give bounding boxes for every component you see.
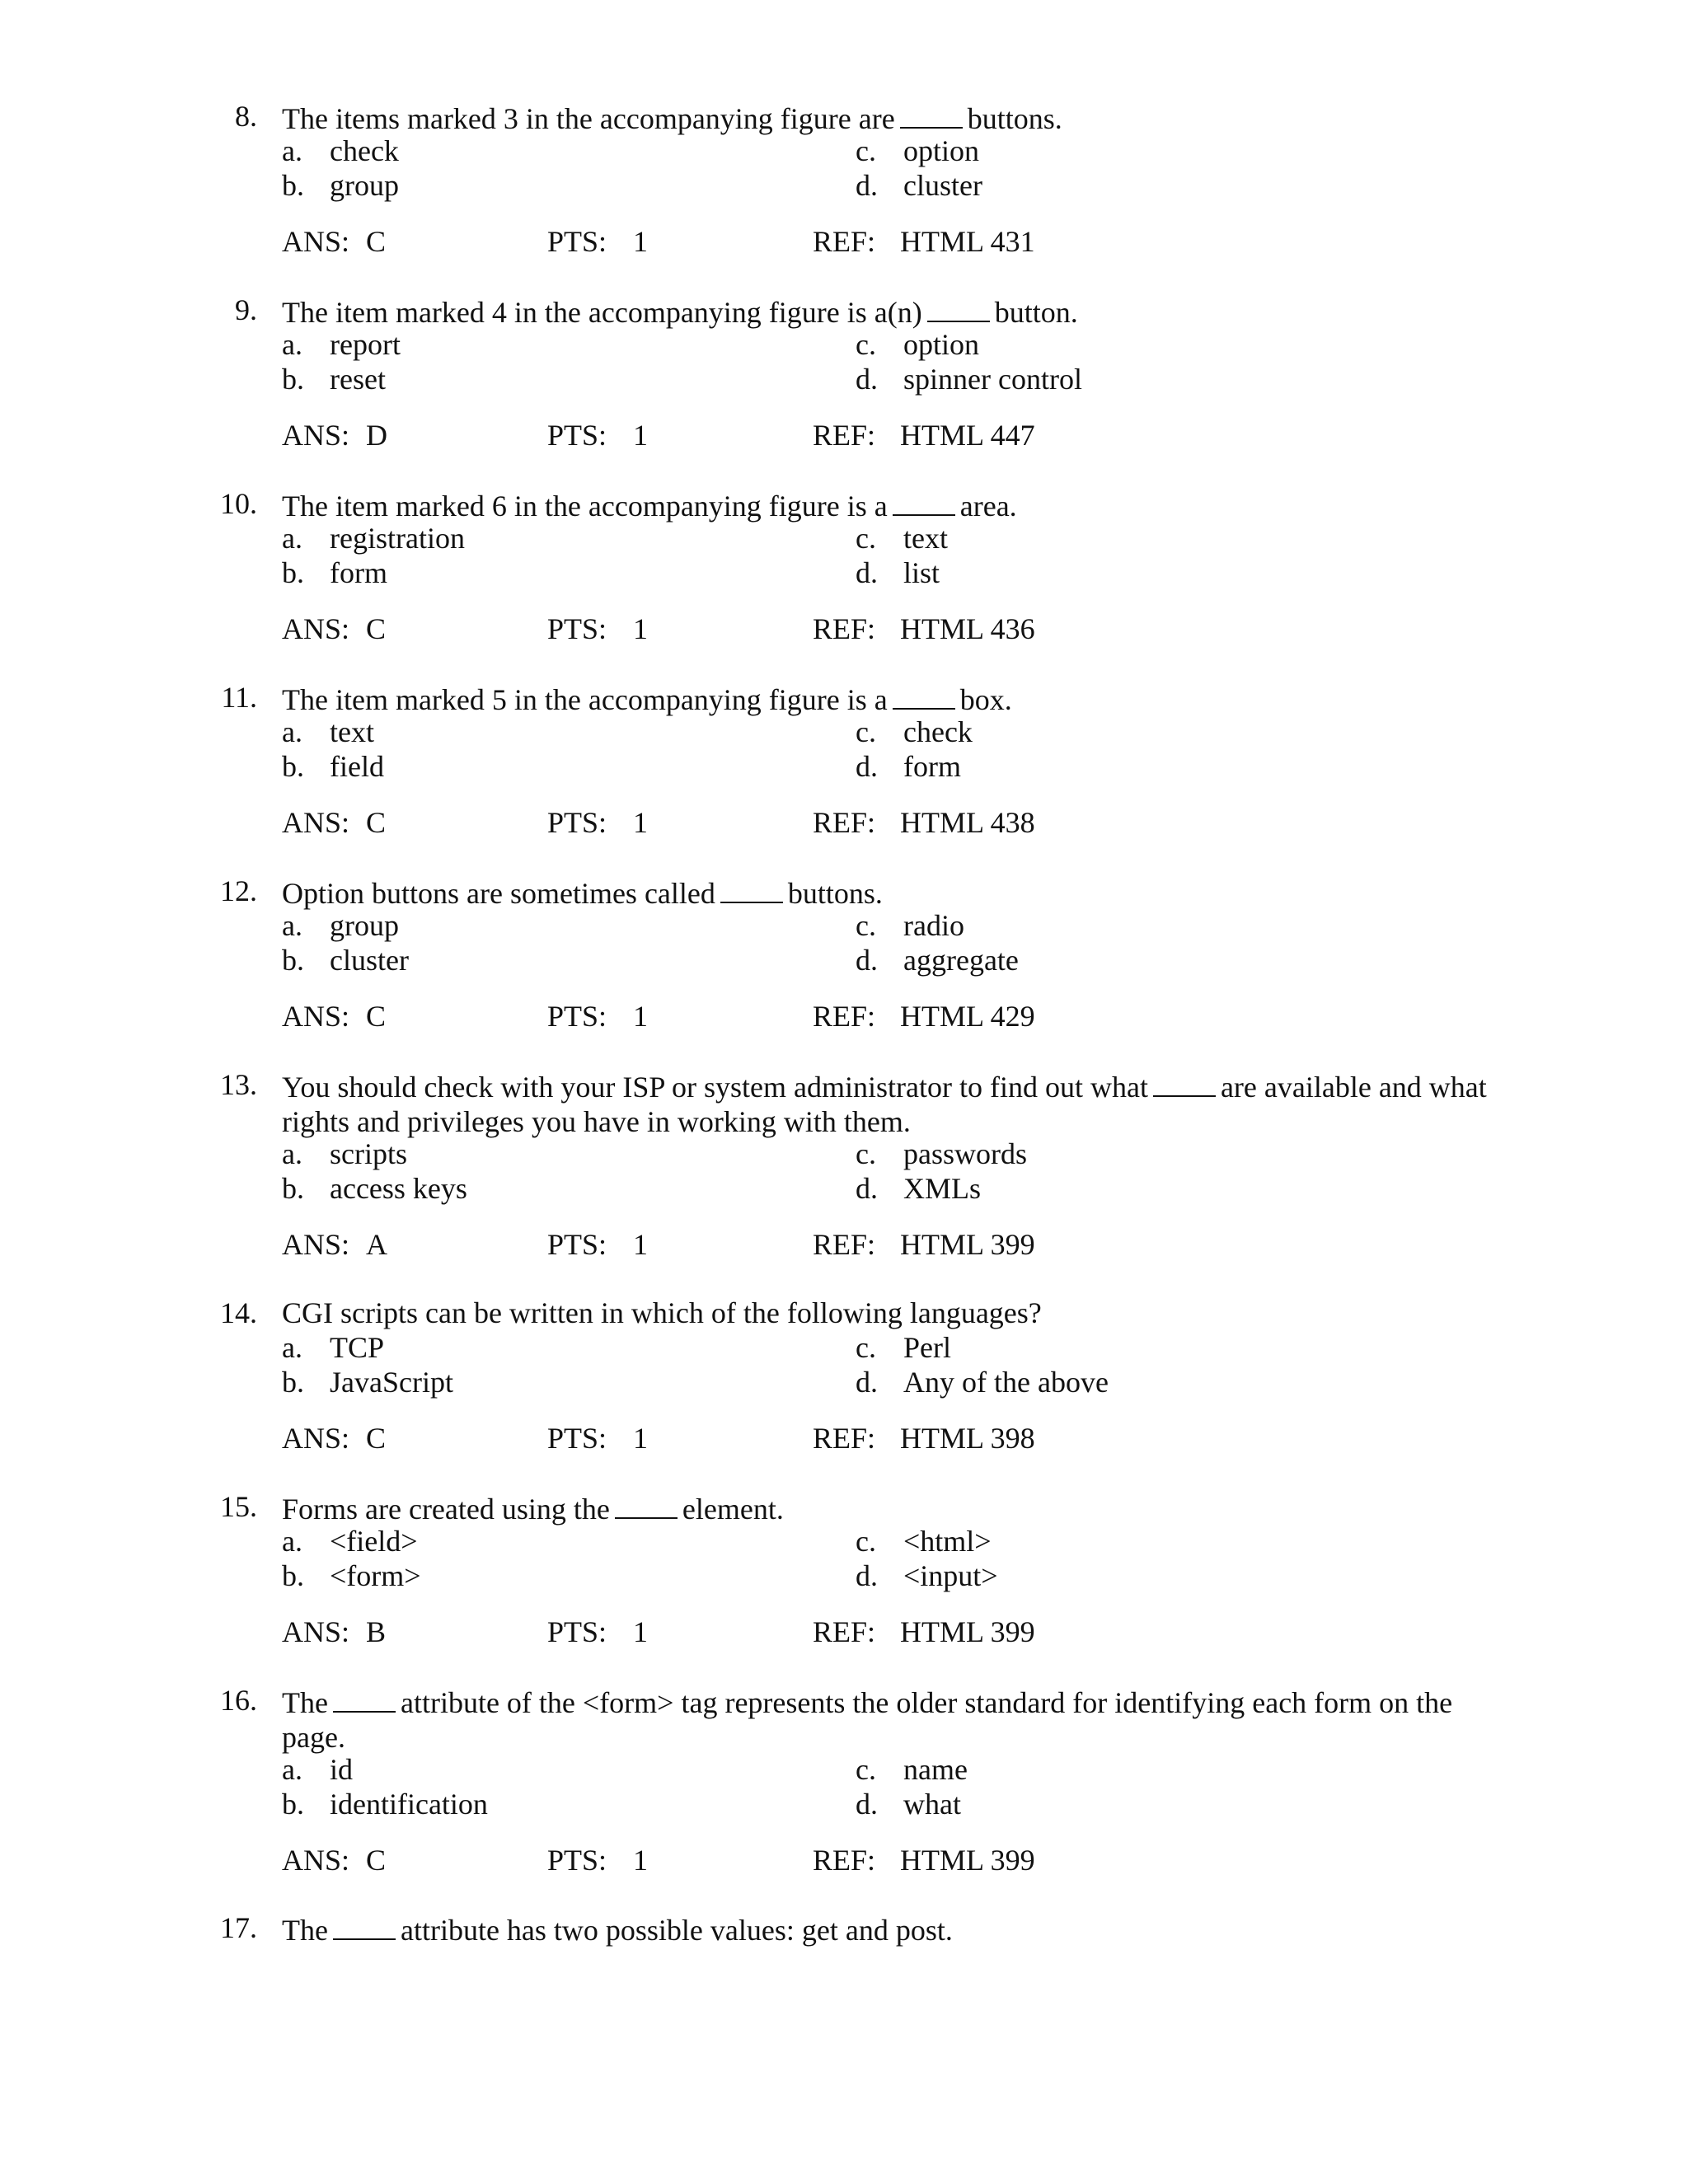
ans-label: ANS: bbox=[282, 1615, 350, 1648]
pts-value: 1 bbox=[633, 419, 648, 452]
pts-label: PTS: bbox=[547, 806, 607, 839]
pts-value: 1 bbox=[633, 1615, 648, 1648]
option-text: report bbox=[330, 328, 401, 361]
option-text: reset bbox=[330, 363, 386, 396]
option-letter: c. bbox=[856, 715, 876, 748]
option-letter: d. bbox=[856, 363, 878, 396]
pts-value: 1 bbox=[633, 612, 648, 645]
question-stem bbox=[282, 1067, 1518, 1139]
question-stem bbox=[282, 874, 1518, 911]
option-letter: b. bbox=[282, 750, 304, 783]
ref-value: HTML 398 bbox=[900, 1422, 1035, 1455]
ref-label: REF: bbox=[813, 806, 876, 839]
question-9 bbox=[0, 293, 1688, 457]
ref-value: HTML 399 bbox=[900, 1844, 1035, 1877]
stem-text-before: The item marked 5 in the accompanying figure is a bbox=[282, 683, 888, 716]
option-letter: b. bbox=[282, 169, 304, 202]
option-letter: a. bbox=[282, 1753, 302, 1786]
ans-label: ANS: bbox=[282, 1844, 350, 1877]
option-text: list bbox=[903, 556, 940, 589]
stem-text-after: buttons. bbox=[787, 877, 883, 910]
ans-label: ANS: bbox=[282, 1228, 350, 1261]
option-text: form bbox=[330, 556, 387, 589]
option-text: Perl bbox=[903, 1331, 951, 1364]
option-text: Any of the above bbox=[903, 1366, 1109, 1399]
ref-label: REF: bbox=[813, 1844, 876, 1877]
stem-text-before: You should check with your ISP or system administrator to find out what bbox=[282, 1071, 1148, 1104]
ans-label: ANS: bbox=[282, 225, 350, 258]
pts-label: PTS: bbox=[547, 419, 607, 452]
option-text: scripts bbox=[330, 1137, 407, 1170]
option-letter: c. bbox=[856, 909, 876, 942]
ref-label: REF: bbox=[813, 1000, 876, 1033]
stem-text-after: attribute has two possible values: get and post. bbox=[400, 1914, 953, 1947]
option-letter: c. bbox=[856, 1525, 876, 1558]
answer-blank bbox=[893, 680, 955, 710]
option-text: radio bbox=[903, 909, 964, 942]
option-text: registration bbox=[330, 522, 465, 555]
option-letter: c. bbox=[856, 522, 876, 555]
stem-text-after: are available and what rights and privileges you have in working with them. bbox=[282, 1071, 1487, 1138]
pts-label: PTS: bbox=[547, 1615, 607, 1648]
question-11 bbox=[0, 680, 1688, 845]
ans-value: C bbox=[366, 1844, 387, 1877]
option-letter: d. bbox=[856, 1172, 878, 1205]
ans-label: ANS: bbox=[282, 1000, 350, 1033]
answer-blank bbox=[333, 1683, 396, 1713]
stem-text-after: area. bbox=[959, 490, 1017, 523]
question-number: 9. bbox=[235, 293, 257, 326]
ans-value: B bbox=[366, 1615, 387, 1648]
ans-value: C bbox=[366, 225, 387, 258]
option-text: <input> bbox=[903, 1559, 998, 1592]
ref-label: REF: bbox=[813, 225, 876, 258]
answer-blank bbox=[333, 1910, 396, 1940]
option-letter: b. bbox=[282, 363, 304, 396]
stem-text-before: The item marked 6 in the accompanying figure is a bbox=[282, 490, 888, 523]
pts-value: 1 bbox=[633, 806, 648, 839]
ref-value: HTML 431 bbox=[900, 225, 1035, 258]
question-stem bbox=[282, 1683, 1518, 1755]
pts-label: PTS: bbox=[547, 1228, 607, 1261]
answer-blank bbox=[900, 99, 963, 129]
stem-text-after: buttons. bbox=[967, 102, 1062, 135]
question-number: 14. bbox=[220, 1296, 257, 1329]
question-number: 17. bbox=[220, 1911, 257, 1944]
option-letter: d. bbox=[856, 1788, 878, 1821]
stem-text-before: The bbox=[282, 1686, 328, 1719]
option-text: TCP bbox=[330, 1331, 385, 1364]
option-letter: a. bbox=[282, 134, 302, 167]
option-letter: c. bbox=[856, 1331, 876, 1364]
question-13 bbox=[0, 1067, 1688, 1265]
option-letter: c. bbox=[856, 328, 876, 361]
option-text: access keys bbox=[330, 1172, 467, 1205]
option-letter: a. bbox=[282, 328, 302, 361]
pts-label: PTS: bbox=[547, 1422, 607, 1455]
ref-label: REF: bbox=[813, 1228, 876, 1261]
question-number: 10. bbox=[220, 487, 257, 520]
question-stem bbox=[282, 1910, 1518, 1947]
option-letter: d. bbox=[856, 556, 878, 589]
option-letter: c. bbox=[856, 134, 876, 167]
ans-label: ANS: bbox=[282, 419, 350, 452]
ans-label: ANS: bbox=[282, 806, 350, 839]
answer-blank bbox=[1153, 1067, 1216, 1097]
question-number: 13. bbox=[220, 1068, 257, 1101]
stem-text-after: attribute of the <form> tag represents the older standard for identifying each form on the page. bbox=[282, 1686, 1453, 1754]
question-stem bbox=[282, 1489, 1518, 1526]
question-number: 16. bbox=[220, 1684, 257, 1717]
ref-value: HTML 429 bbox=[900, 1000, 1035, 1033]
ref-label: REF: bbox=[813, 1615, 876, 1648]
question-17 bbox=[0, 1910, 1688, 1960]
question-10 bbox=[0, 486, 1688, 651]
answer-blank bbox=[927, 293, 990, 322]
option-text: JavaScript bbox=[330, 1366, 453, 1399]
ans-value: C bbox=[366, 612, 387, 645]
option-letter: a. bbox=[282, 909, 302, 942]
option-text: field bbox=[330, 750, 384, 783]
pts-label: PTS: bbox=[547, 612, 607, 645]
option-text: aggregate bbox=[903, 944, 1019, 977]
option-letter: b. bbox=[282, 556, 304, 589]
stem-text-before: The items marked 3 in the accompanying figure are bbox=[282, 102, 895, 135]
pts-label: PTS: bbox=[547, 1844, 607, 1877]
question-stem bbox=[282, 99, 1518, 136]
option-text: option bbox=[903, 328, 980, 361]
stem-text-after: button. bbox=[994, 296, 1078, 329]
ref-value: HTML 436 bbox=[900, 612, 1035, 645]
ans-label: ANS: bbox=[282, 1422, 350, 1455]
pts-value: 1 bbox=[633, 225, 648, 258]
pts-value: 1 bbox=[633, 1844, 648, 1877]
question-number: 12. bbox=[220, 874, 257, 907]
option-text: check bbox=[903, 715, 973, 748]
question-number: 15. bbox=[220, 1490, 257, 1523]
option-letter: c. bbox=[856, 1137, 876, 1170]
option-text: identification bbox=[330, 1788, 488, 1821]
option-letter: b. bbox=[282, 1559, 304, 1592]
option-text: cluster bbox=[903, 169, 982, 202]
ref-value: HTML 399 bbox=[900, 1228, 1035, 1261]
question-12 bbox=[0, 874, 1688, 1038]
option-text: <field> bbox=[330, 1525, 418, 1558]
answer-blank bbox=[720, 874, 783, 903]
option-text: cluster bbox=[330, 944, 409, 977]
ans-value: C bbox=[366, 806, 387, 839]
option-text: id bbox=[330, 1753, 354, 1786]
ref-label: REF: bbox=[813, 612, 876, 645]
ans-value: A bbox=[366, 1228, 387, 1261]
question-stem bbox=[282, 486, 1518, 523]
question-14 bbox=[0, 1296, 1688, 1460]
stem-text-after: box. bbox=[959, 683, 1012, 716]
stem-text-before: Option buttons are sometimes called bbox=[282, 877, 715, 910]
option-letter: d. bbox=[856, 750, 878, 783]
option-text: text bbox=[330, 715, 374, 748]
ans-value: D bbox=[366, 419, 387, 452]
question-number: 11. bbox=[221, 681, 257, 714]
option-text: what bbox=[903, 1788, 961, 1821]
ref-value: HTML 447 bbox=[900, 419, 1035, 452]
option-letter: b. bbox=[282, 1366, 304, 1399]
option-text: passwords bbox=[903, 1137, 1027, 1170]
option-text: group bbox=[330, 909, 399, 942]
option-letter: a. bbox=[282, 715, 302, 748]
question-number: 8. bbox=[235, 100, 257, 133]
option-letter: a. bbox=[282, 1525, 302, 1558]
stem-text-before: The item marked 4 in the accompanying figure is a(n) bbox=[282, 296, 922, 329]
option-text: <form> bbox=[330, 1559, 421, 1592]
pts-value: 1 bbox=[633, 1422, 648, 1455]
option-letter: d. bbox=[856, 1559, 878, 1592]
question-8 bbox=[0, 99, 1688, 264]
question-16 bbox=[0, 1683, 1688, 1881]
ans-value: C bbox=[366, 1000, 387, 1033]
option-text: form bbox=[903, 750, 961, 783]
pts-label: PTS: bbox=[547, 225, 607, 258]
stem-text-before: Forms are created using the bbox=[282, 1493, 610, 1526]
option-text: text bbox=[903, 522, 948, 555]
option-letter: d. bbox=[856, 169, 878, 202]
option-letter: a. bbox=[282, 522, 302, 555]
ans-label: ANS: bbox=[282, 612, 350, 645]
question-stem bbox=[282, 1296, 1518, 1330]
pts-value: 1 bbox=[633, 1228, 648, 1261]
option-letter: a. bbox=[282, 1331, 302, 1364]
ref-label: REF: bbox=[813, 1422, 876, 1455]
option-text: name bbox=[903, 1753, 968, 1786]
option-letter: c. bbox=[856, 1753, 876, 1786]
option-letter: a. bbox=[282, 1137, 302, 1170]
option-letter: b. bbox=[282, 1788, 304, 1821]
stem-text-after: element. bbox=[682, 1493, 784, 1526]
option-text: XMLs bbox=[903, 1172, 982, 1205]
option-text: check bbox=[330, 134, 399, 167]
option-letter: d. bbox=[856, 944, 878, 977]
answer-blank bbox=[615, 1489, 678, 1519]
ref-label: REF: bbox=[813, 419, 876, 452]
stem-text-before: The bbox=[282, 1914, 328, 1947]
question-stem bbox=[282, 293, 1518, 330]
answer-blank bbox=[893, 486, 955, 516]
pts-value: 1 bbox=[633, 1000, 648, 1033]
option-letter: d. bbox=[856, 1366, 878, 1399]
option-letter: b. bbox=[282, 944, 304, 977]
ans-value: C bbox=[366, 1422, 387, 1455]
option-text: <html> bbox=[903, 1525, 992, 1558]
ref-value: HTML 399 bbox=[900, 1615, 1035, 1648]
option-text: option bbox=[903, 134, 980, 167]
option-text: spinner control bbox=[903, 363, 1082, 396]
stem-text-before: CGI scripts can be written in which of the following languages? bbox=[282, 1296, 1042, 1329]
pts-label: PTS: bbox=[547, 1000, 607, 1033]
ref-value: HTML 438 bbox=[900, 806, 1035, 839]
question-15 bbox=[0, 1489, 1688, 1654]
option-text: group bbox=[330, 169, 399, 202]
question-stem bbox=[282, 680, 1518, 717]
option-letter: b. bbox=[282, 1172, 304, 1205]
